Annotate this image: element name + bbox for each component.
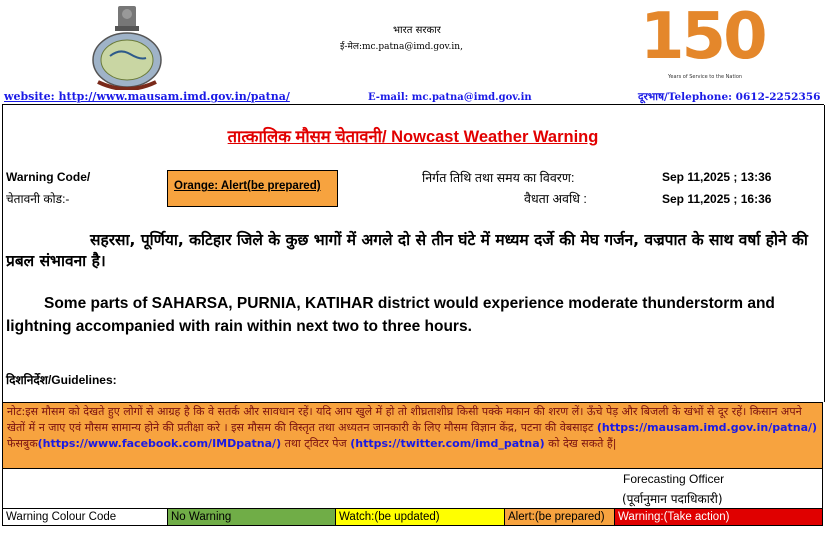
- guidelines-note: [2, 402, 823, 469]
- note-twitter-link[interactable]: (https://twitter.com/imd_patna): [350, 437, 545, 450]
- imd-150-logo: [640, 0, 795, 86]
- website-link[interactable]: website: http://www.mausam.imd.gov.in/patna/: [4, 90, 290, 103]
- logo-tagline: Years of Service to the Nation: [668, 74, 743, 80]
- validity-value: Sep 11,2025 ; 16:36: [662, 192, 772, 206]
- note-text-1: नोट:इस मौसम को देखते हुए लोगों से आग्रह है कि वे सतर्क और सावधान रहें। यदि आप खुले में हो तो शीघ्रताशीघ्र किसी पक्के मकान की शरण लें। ऊँचे पेड़ और बिजली के खंभों से दूर रहें। किसान अपने खेतों में न जाए एवं मौसम सामान्य होने की प्रतीक्षा करे । इस मौसम की विस्तृत तथा अध्यतन जानकारी के लिए मौसम विज्ञान केंद्र, पटना की वेबसाइट: [7, 405, 802, 434]
- validity-label: वैधता अवधि :: [524, 192, 587, 206]
- legend-cell: No Warning: [168, 509, 336, 525]
- legend-cell: Watch:(be updated): [336, 509, 505, 525]
- header-email: ई-मेल:mc.patna@imd.gov.in,: [340, 42, 463, 52]
- telephone: दूरभाष/Telephone: 0612-2252356: [638, 91, 821, 103]
- government-name: भारत सरकार: [393, 25, 441, 36]
- guidelines-label: दिशनिर्देश/Guidelines:: [6, 373, 117, 387]
- legend-cell: Warning Colour Code: [3, 509, 168, 525]
- warning-code-label-en: Warning Code/: [6, 170, 91, 184]
- note-text-4: को देख सकते हैं|: [544, 437, 617, 450]
- email-link[interactable]: E-mail: mc.patna@imd.gov.in: [368, 92, 532, 103]
- warning-code-value: Orange: Alert(be prepared): [174, 180, 321, 192]
- warning-code-label-hi: चेतावनी कोड:-: [6, 192, 70, 206]
- note-text-3: तथा ट्विटर पेज: [281, 437, 351, 450]
- issue-time-value: Sep 11,2025 ; 13:36: [662, 170, 772, 184]
- header: [0, 0, 822, 104]
- warning-colour-legend: [2, 508, 823, 526]
- logo-number: 150: [640, 0, 765, 74]
- warning-message-english: Some parts of SAHARSA, PURNIA, KATIHAR district would experience moderate thunderstorm and lightning accompanied with rain within next two to three hours.: [6, 295, 775, 335]
- note-facebook-link[interactable]: (https://www.facebook.com/IMDpatna/): [37, 437, 282, 450]
- imd-emblem-icon: [80, 4, 175, 90]
- legend-cell: Warning:(Take action): [615, 509, 822, 525]
- issue-time-label: निर्गत तिथि तथा समय का विवरण:: [422, 171, 575, 185]
- note-website-link[interactable]: (https://mausam.imd.gov.in/patna/): [596, 421, 818, 434]
- warning-code-badge: [167, 170, 338, 207]
- page-title: तात्कालिक मौसम चेतावनी/ Nowcast Weather Warning: [227, 128, 599, 146]
- legend-cell: Alert:(be prepared): [505, 509, 615, 525]
- note-text-2: फेसबुक: [7, 437, 38, 450]
- warning-message-hindi: सहरसा, पूर्णिया, कटिहार जिले के कुछ भागों में अगले दो से तीन घंटे में मध्यम दर्जे की मेघ गर्जन, वज्रपात के साथ वर्षा होने की प्रबल संभावना है।: [6, 231, 808, 270]
- note-paragraph: [3, 403, 822, 452]
- forecasting-officer-en: Forecasting Officer: [623, 472, 725, 486]
- forecasting-officer-hi: (पूर्वानुमान पदाधिकारी): [622, 492, 723, 506]
